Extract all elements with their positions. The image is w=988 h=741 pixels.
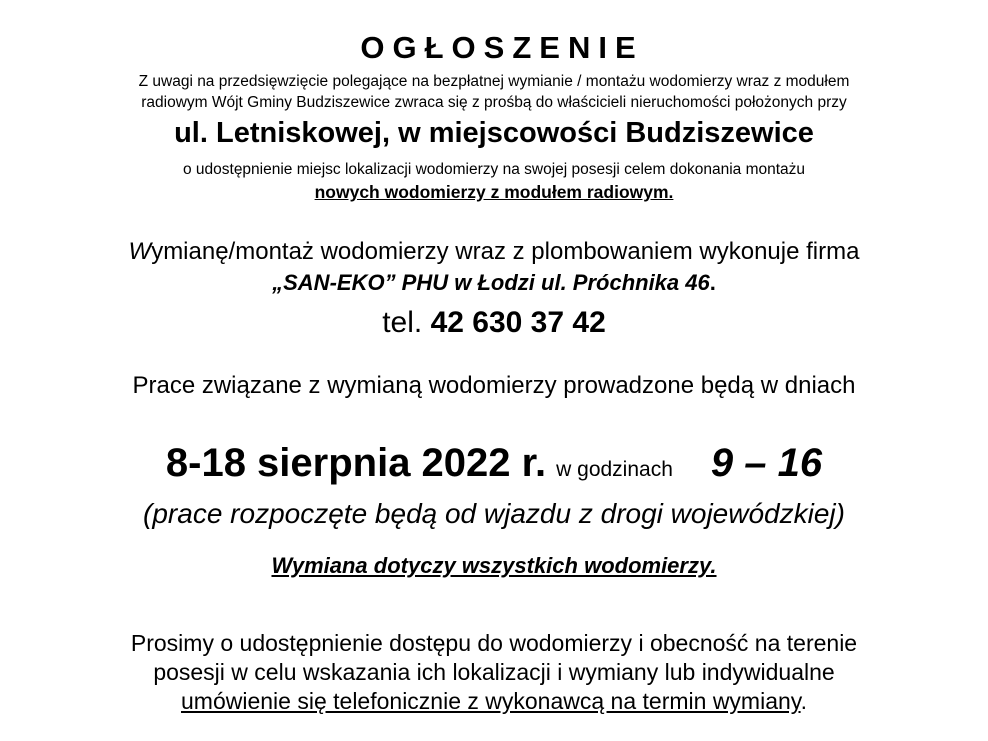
phone-line <box>0 306 988 341</box>
request-line-3 <box>0 688 988 714</box>
contractor-line <box>0 238 988 266</box>
start-note: (prace rozpoczęte będą od wjazdu z drogi wojewódzkiej) <box>143 498 845 529</box>
dates-line <box>0 440 988 486</box>
hours-label: w godzinach <box>556 458 673 481</box>
request-line-1: Prosimy o udostępnienie dostępu do wodomierzy i obecność na terenie <box>130 630 858 656</box>
works-line: Prace związane z wymianą wodomierzy prowadzone będą w dniach <box>132 372 856 399</box>
phone-label: tel. <box>382 306 423 339</box>
contractor-line-initial: W <box>128 238 152 265</box>
request-line-3-end: . <box>800 688 807 714</box>
scope-line: Wymiana dotyczy wszystkich wodomierzy. <box>271 553 717 578</box>
intro-line-2: radiowym Wójt Gminy Budziszewice zwraca się z prośbą do właścicieli nieruchomości położonych przy <box>141 94 847 111</box>
phone-number: 42 630 37 42 <box>430 306 606 339</box>
contractor-name-end: . <box>709 270 716 295</box>
street-heading: ul. Letniskowej, w miejscowości Budziszewice <box>174 117 814 149</box>
contractor-name: „SAN-EKO” PHU w Łodzi ul. Próchnika 46 <box>272 270 710 295</box>
request-line-2: posesji w celu wskazania ich lokalizacji i wymiany lub indywidualne <box>153 659 835 685</box>
work-dates: 8-18 sierpnia 2022 r. <box>165 441 547 485</box>
intro-line-1: Z uwagi na przedsięwzięcie polegające na bezpłatnej wymianie / montażu wodomierzy wraz z modułem <box>138 73 850 90</box>
announcement-title: OGŁOSZENIE <box>360 30 644 65</box>
request-line-3-underlined: umówienie się telefonicznie z wykonawcą na termin wymiany <box>181 688 801 714</box>
lead-line-1: o udostępnienie miejsc lokalizacji wodomierzy na swojej posesji celem dokonania montażu <box>182 161 806 178</box>
contractor-name-line <box>0 270 988 295</box>
contractor-line-rest: ymianę/montaż wodomierzy wraz z plombowaniem wykonuje firma <box>151 238 860 265</box>
work-hours: 9 – 16 <box>710 441 823 485</box>
lead-line-2: nowych wodomierzy z modułem radiowym. <box>314 182 674 202</box>
